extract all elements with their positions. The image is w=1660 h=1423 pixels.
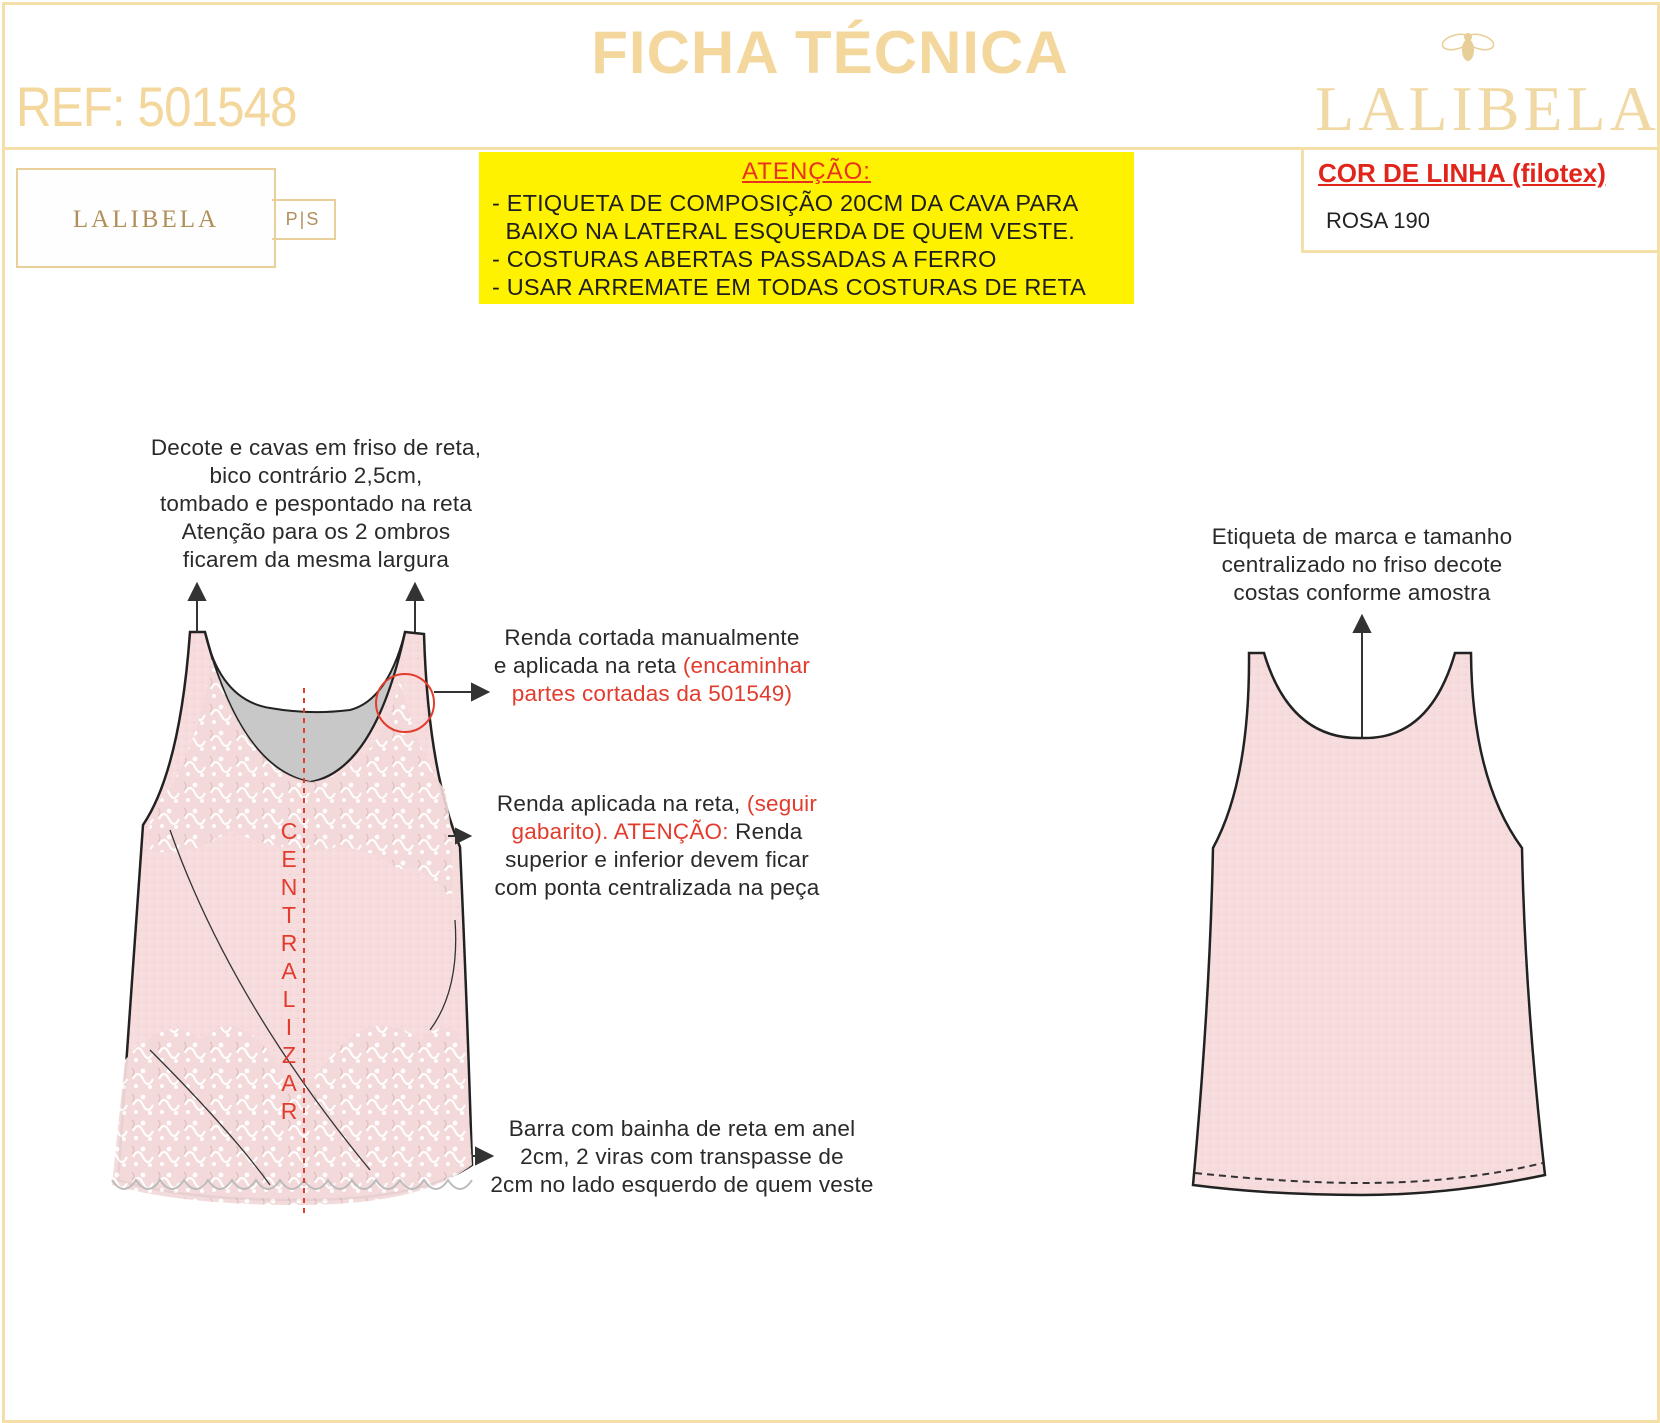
hem-note-line: Barra com bainha de reta em anel — [508, 1116, 856, 1141]
brand-label-name: LALIBELA — [72, 206, 220, 233]
centralizar-letter: I — [285, 1014, 293, 1040]
neckline-note — [116, 434, 516, 574]
lace-applied-note-line — [472, 818, 842, 846]
attention-line: - USAR ARREMATE EM TODAS COSTURAS DE RETA — [492, 274, 1087, 300]
thread-color-heading: COR DE LINHA (filotex) — [1318, 158, 1606, 188]
centralizar-letter: T — [281, 902, 297, 928]
centralizar-letter: L — [282, 986, 296, 1012]
lace-cut-note-line: partes cortadas da 501549) — [511, 681, 793, 706]
centralizar-letter: N — [280, 874, 298, 900]
centralizar-letter: C — [280, 818, 298, 844]
lace-cut-note-line: Renda cortada manualmente — [504, 625, 800, 650]
neckline-note-line: Decote e cavas em friso de reta, — [150, 435, 482, 460]
centralizar-letter: Z — [281, 1042, 297, 1068]
lace-applied-note-line: superior e inferior devem ficar — [505, 847, 809, 872]
note-text-highlight: gabarito). ATENÇÃO: — [511, 819, 729, 844]
brand-logo-text: LALIBELA — [1315, 73, 1660, 144]
neckline-note-line: Atenção para os 2 ombros — [181, 519, 451, 544]
note-text: Renda aplicada na reta, — [496, 791, 747, 816]
lace-applied-note-line — [472, 790, 842, 818]
centralizar-letter: R — [280, 1098, 298, 1124]
attention-line: BAIXO NA LATERAL ESQUERDA DE QUEM VESTE. — [492, 218, 1076, 244]
back-label-note — [1162, 523, 1562, 607]
note-text-highlight: (seguir — [746, 791, 818, 816]
hem-note — [472, 1115, 892, 1199]
neckline-note-line: bico contrário 2,5cm, — [209, 463, 423, 488]
page-title: FICHA TÉCNICA — [591, 19, 1069, 86]
thread-color-value: ROSA 190 — [1326, 208, 1430, 233]
back-label-note-line: Etiqueta de marca e tamanho — [1211, 524, 1513, 549]
reference-number: REF: 501548 — [16, 75, 297, 138]
back-label-note-line: centralizado no friso decote — [1221, 552, 1503, 577]
back-label-note-line: costas conforme amostra — [1233, 580, 1491, 605]
neckline-note-line: ficarem da mesma largura — [182, 547, 450, 572]
lace-cut-note — [472, 624, 832, 708]
back-garment — [1193, 653, 1545, 1195]
neckline-note-line: tombado e pespontado na reta — [159, 491, 473, 516]
lace-applied-note-line: com ponta centralizada na peça — [494, 875, 820, 900]
hem-note-line: 2cm no lado esquerdo de quem veste — [490, 1172, 874, 1197]
note-text: e aplicada na reta — [493, 653, 683, 678]
lace-cut-note-line — [472, 652, 832, 680]
attention-line: - ETIQUETA DE COMPOSIÇÃO 20CM DA CAVA PARA — [492, 190, 1079, 216]
note-text-highlight: (encaminhar — [682, 653, 811, 678]
centralizar-letter: E — [281, 846, 297, 872]
centralizar-letter: A — [281, 1070, 297, 1096]
centralizar-letter: R — [280, 930, 298, 956]
attention-heading: ATENÇÃO: — [742, 158, 871, 185]
hem-note-line: 2cm, 2 viras com transpasse de — [520, 1144, 844, 1169]
lace-applied-note — [472, 790, 842, 902]
size-tag-text: P|S — [285, 209, 321, 229]
note-text: Renda — [728, 819, 803, 844]
centralizar-letter: A — [281, 958, 297, 984]
attention-line: - COSTURAS ABERTAS PASSADAS A FERRO — [492, 246, 997, 272]
